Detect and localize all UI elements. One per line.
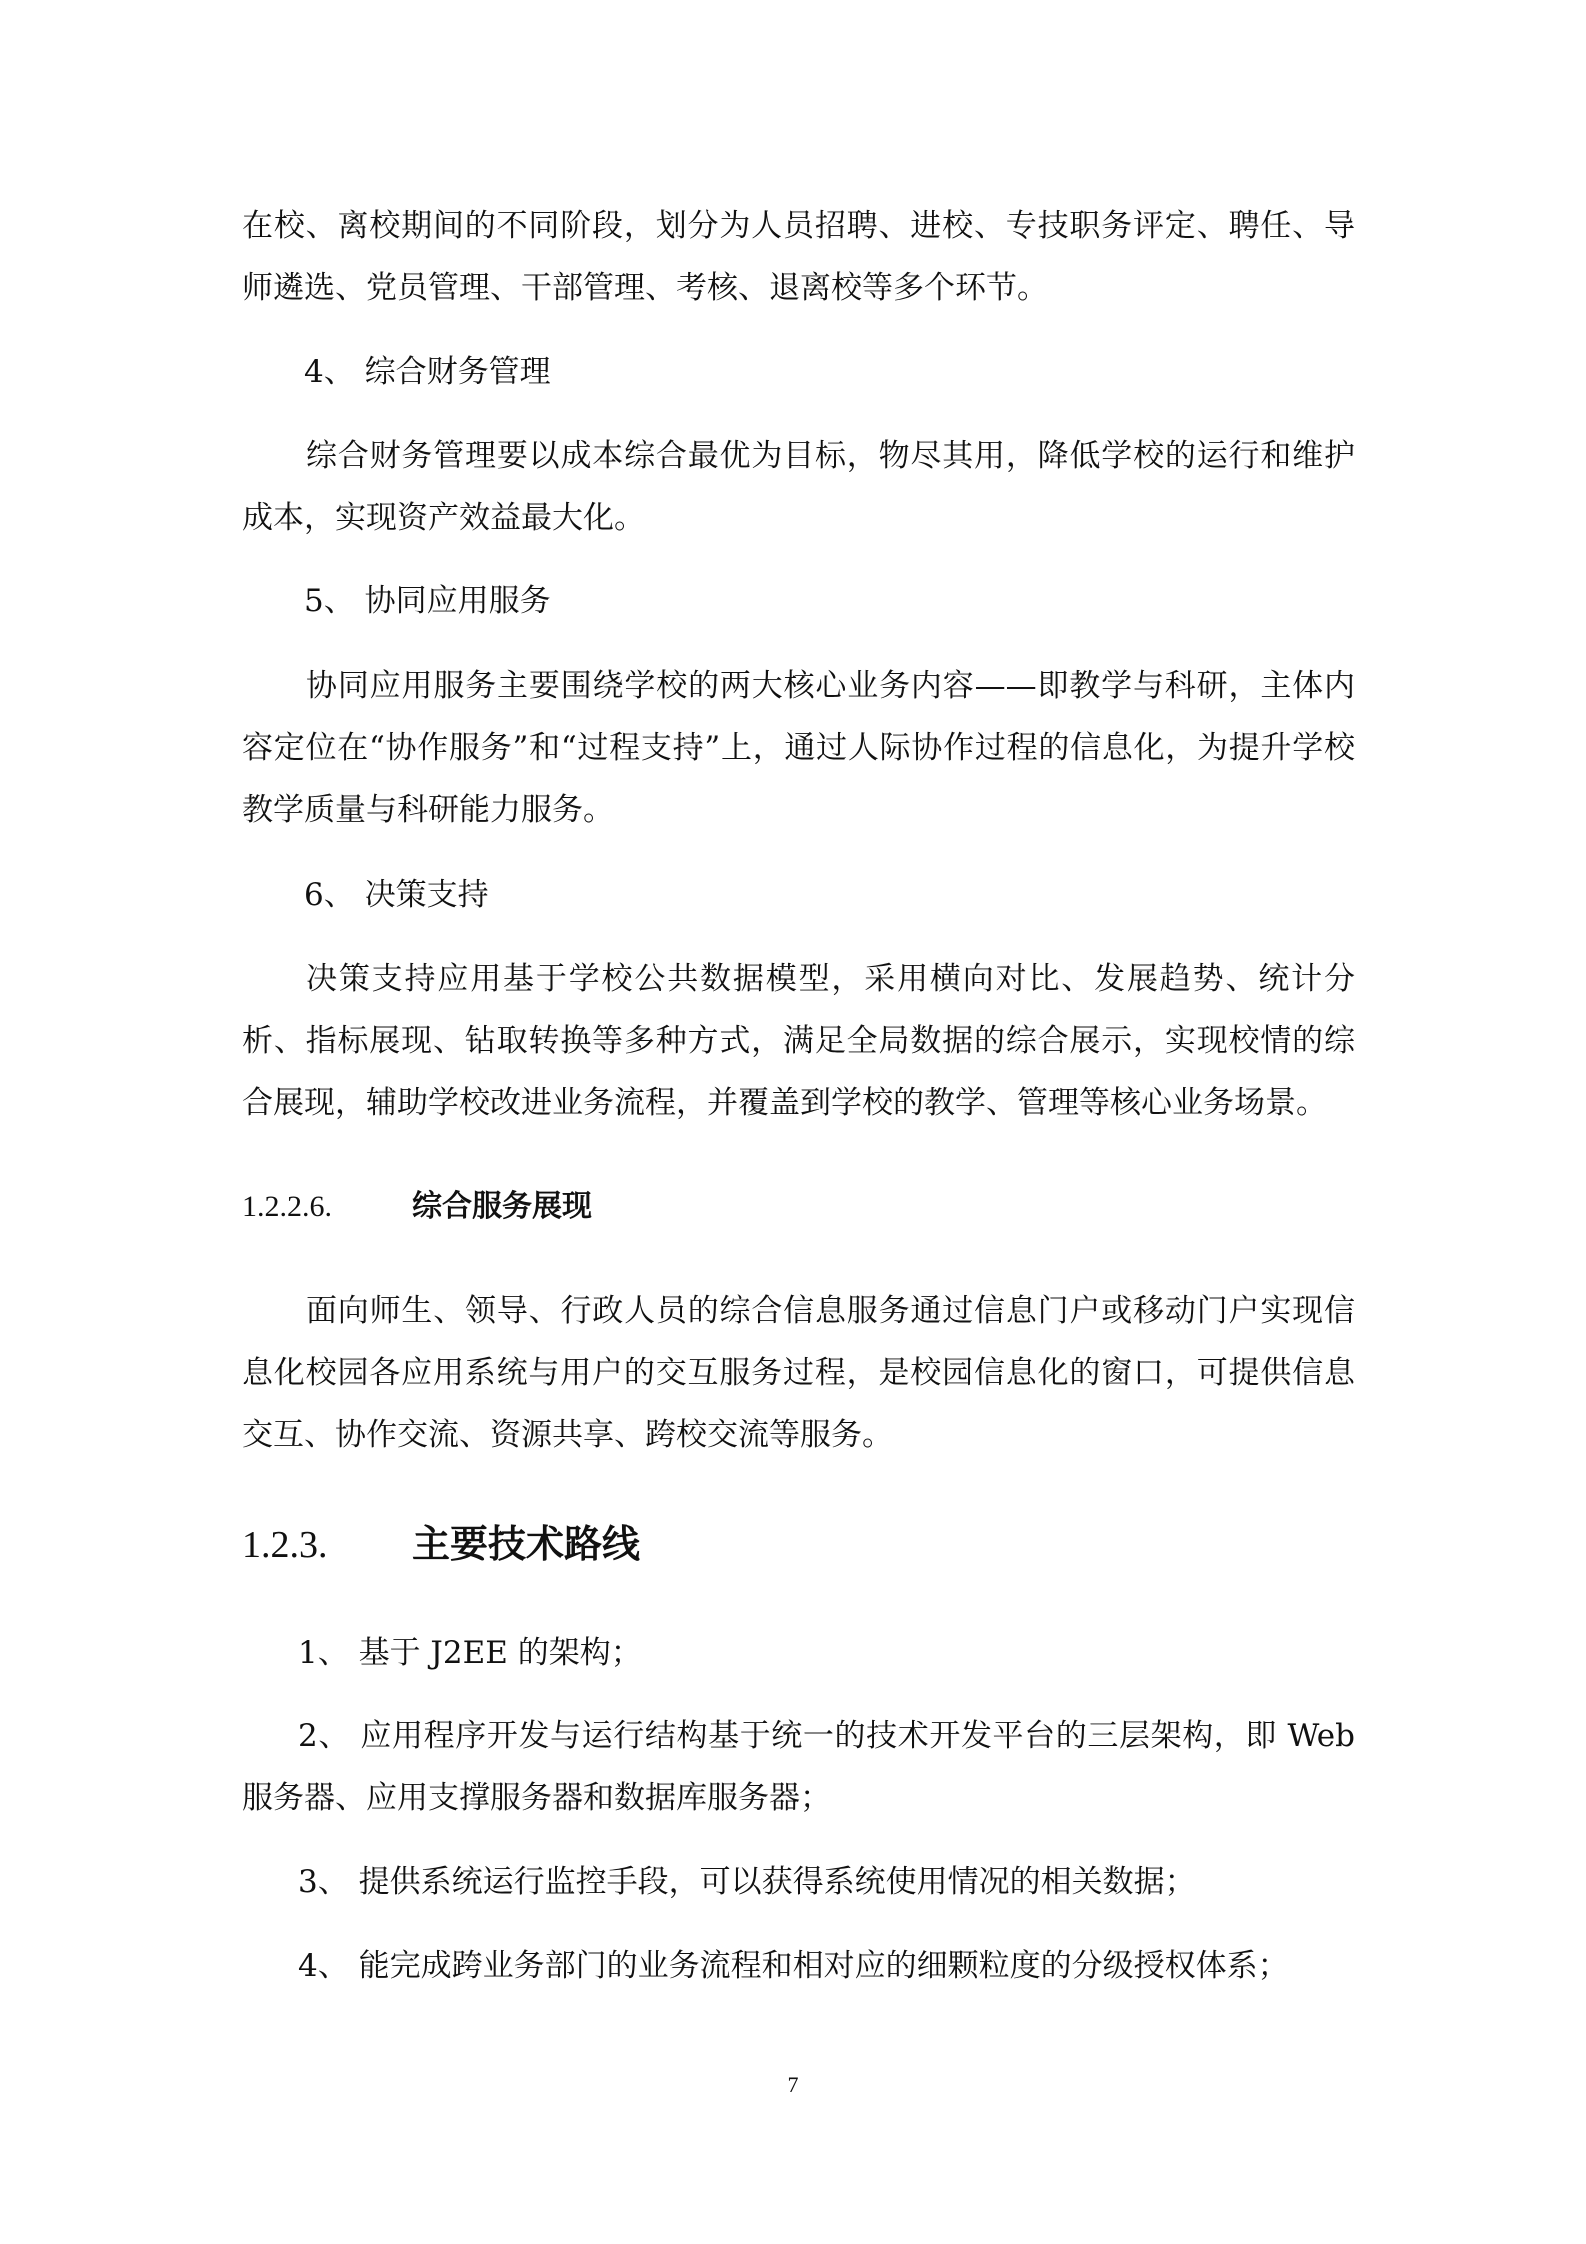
- paragraph-service-display: 面向师生、领导、行政人员的综合信息服务通过信息门户或移动门户实现信息化校园各应用系统与用户的交互服务过程，是校园信息化的窗口，可提供信息交互、协作交流、资源共享、跨校交流等服务。: [242, 1293, 1355, 1453]
- page-number: 7: [787, 2072, 799, 2097]
- section-number: 1.2.3.: [242, 1524, 328, 1566]
- section-title: 主要技术路线: [412, 1521, 641, 1566]
- section-number: 1.2.2.6.: [242, 1190, 332, 1223]
- section-heading-1226: [242, 1176, 592, 1238]
- paragraph-decision: 决策支持应用基于学校公共数据模型，采用横向对比、发展趋势、统计分析、指标展现、钻取转换等多种方式，满足全局数据的综合展示，实现校情的综合展现，辅助学校改进业务流程，并覆盖到学校的教学、管理等核心业务场景。: [242, 961, 1355, 1121]
- list-item: 3、 提供系统运行监控手段，可以获得系统使用情况的相关数据；: [298, 1864, 1196, 1900]
- list-item-collab: 5、 协同应用服务: [304, 583, 551, 619]
- list-item: 4、 能完成跨业务部门的业务流程和相对应的细颗粒度的分级授权体系；: [298, 1948, 1289, 1984]
- paragraph-collab: 协同应用服务主要围绕学校的两大核心业务内容——即教学与科研，主体内容定位在“协作服务”和“过程支持”上，通过人际协作过程的信息化，为提升学校教学质量与科研能力服务。: [242, 668, 1355, 828]
- section-title: 综合服务展现: [412, 1189, 592, 1224]
- list-item: 2、 应用程序开发与运行结构基于统一的技术开发平台的三层架构，即 Web 服务器、应用支撑服务器和数据库服务器；: [242, 1718, 1355, 1816]
- paragraph-finance: 综合财务管理要以成本综合最优为目标，物尽其用，降低学校的运行和维护成本，实现资产效益最大化。: [242, 438, 1355, 536]
- section-heading-123: [242, 1509, 640, 1580]
- list-item: 1、 基于 J2EE 的架构；: [298, 1635, 642, 1671]
- paragraph-staff-stages: 在校、离校期间的不同阶段，划分为人员招聘、进校、专技职务评定、聘任、导师遴选、党员管理、干部管理、考核、退离校等多个环节。: [242, 208, 1355, 306]
- list-item-decision: 6、 决策支持: [304, 877, 489, 913]
- list-item-finance: 4、 综合财务管理: [304, 354, 551, 390]
